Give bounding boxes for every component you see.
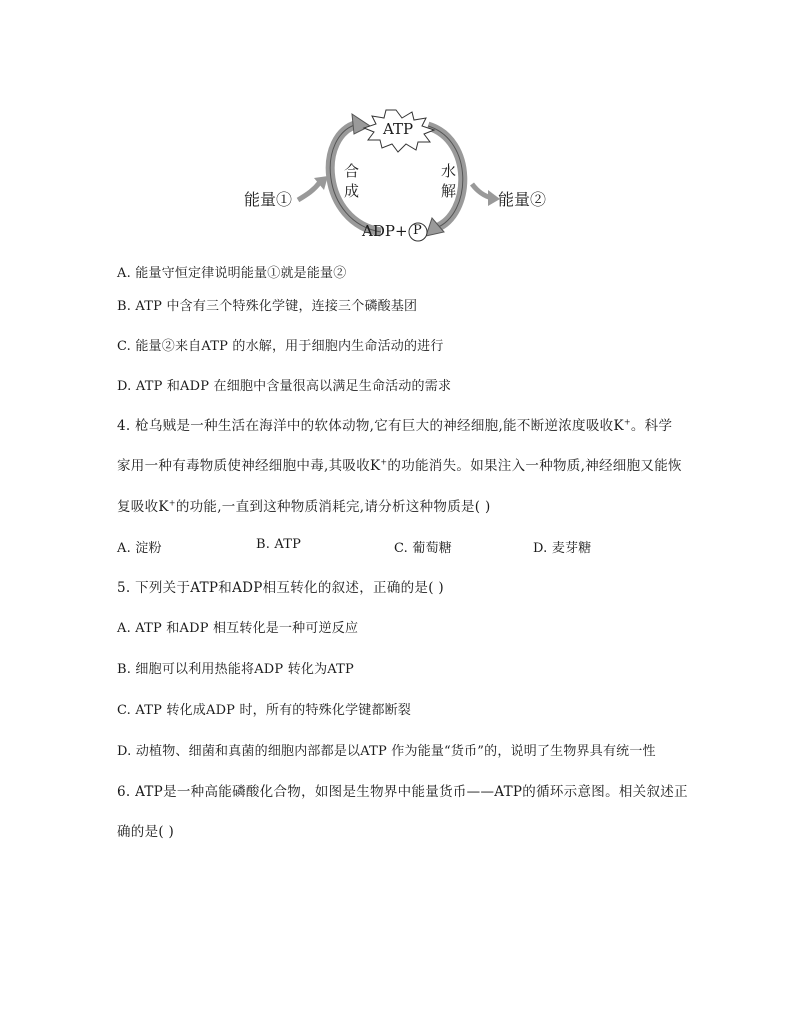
q4-option-c: C. 葡萄糖 <box>394 541 452 556</box>
q3-option-c: C. 能量②来自ATP 的水解，用于细胞内生命活动的进行 <box>117 339 444 354</box>
q4-text: 的功能消失。如果注入一种物质,神经细胞又能恢 <box>387 458 682 474</box>
q4-option-d: D. 麦芽糖 <box>533 541 592 556</box>
hydrolysis-char-1: 水 <box>441 162 457 180</box>
q5-option-c: C. ATP 转化成ADP 时，所有的特殊化学键都断裂 <box>117 703 412 718</box>
q4-text: 家用一种有毒物质使神经细胞中毒,其吸收K <box>117 458 381 474</box>
q5-option-b: B. 细胞可以利用热能将ADP 转化为ATP <box>117 662 355 677</box>
q3-option-b: B. ATP 中含有三个特殊化学键，连接三个磷酸基团 <box>117 299 418 314</box>
q4-text: 4. 枪乌贼是一种生活在海洋中的软体动物,它有巨大的神经细胞,能不断逆浓度吸收K <box>117 418 624 434</box>
superscript-plus: + <box>168 498 176 508</box>
q5-option-d: D. 动植物、细菌和真菌的细胞内部都是以ATP 作为能量“货币”的，说明了生物界具有统一性 <box>117 744 656 759</box>
synthesis-char-1: 合 <box>344 162 360 180</box>
q4-option-b: B. ATP <box>256 537 302 552</box>
energy1-label: 能量① <box>244 190 293 209</box>
q4-options-row <box>0 537 794 557</box>
phosphate-label: P <box>413 223 422 238</box>
q4-option-a: A. 淀粉 <box>117 541 162 556</box>
q4-text: 复吸收K <box>117 499 169 515</box>
q3-option-a: A. 能量守恒定律说明能量①就是能量② <box>117 266 347 281</box>
q4-text: 。科学 <box>630 418 673 434</box>
q4-stem-line-1 <box>117 414 672 434</box>
superscript-plus: + <box>623 417 631 427</box>
adp-label: ADP+ <box>362 222 408 240</box>
atp-label: ATP <box>383 120 414 138</box>
q5-stem: 5. 下列关于ATP和ADP相互转化的叙述，正确的是( ) <box>117 580 444 596</box>
synthesis-char-2: 成 <box>344 182 360 200</box>
energy1-arrow <box>298 182 320 200</box>
q4-stem-line-3 <box>117 495 491 515</box>
q5-option-a: A. ATP 和ADP 相互转化是一种可逆反应 <box>117 621 359 636</box>
q3-option-d: D. ATP 和ADP 在细胞中含量很高以满足生命活动的需求 <box>117 379 452 394</box>
q6-stem-line-1: 6. ATP是一种高能磷酸化合物，如图是生物界中能量货币——ATP的循环示意图。相关叙述正 <box>117 784 688 800</box>
q4-text: 的功能,一直到这种物质消耗完,请分析这种物质是( ) <box>175 499 491 515</box>
energy2-label: 能量② <box>498 190 547 209</box>
q6-stem-line-2: 确的是( ) <box>117 824 175 840</box>
atp-cycle-diagram <box>236 104 556 252</box>
q4-stem-line-2 <box>117 454 682 474</box>
hydrolysis-char-2: 解 <box>441 182 457 200</box>
superscript-plus: + <box>380 457 388 467</box>
